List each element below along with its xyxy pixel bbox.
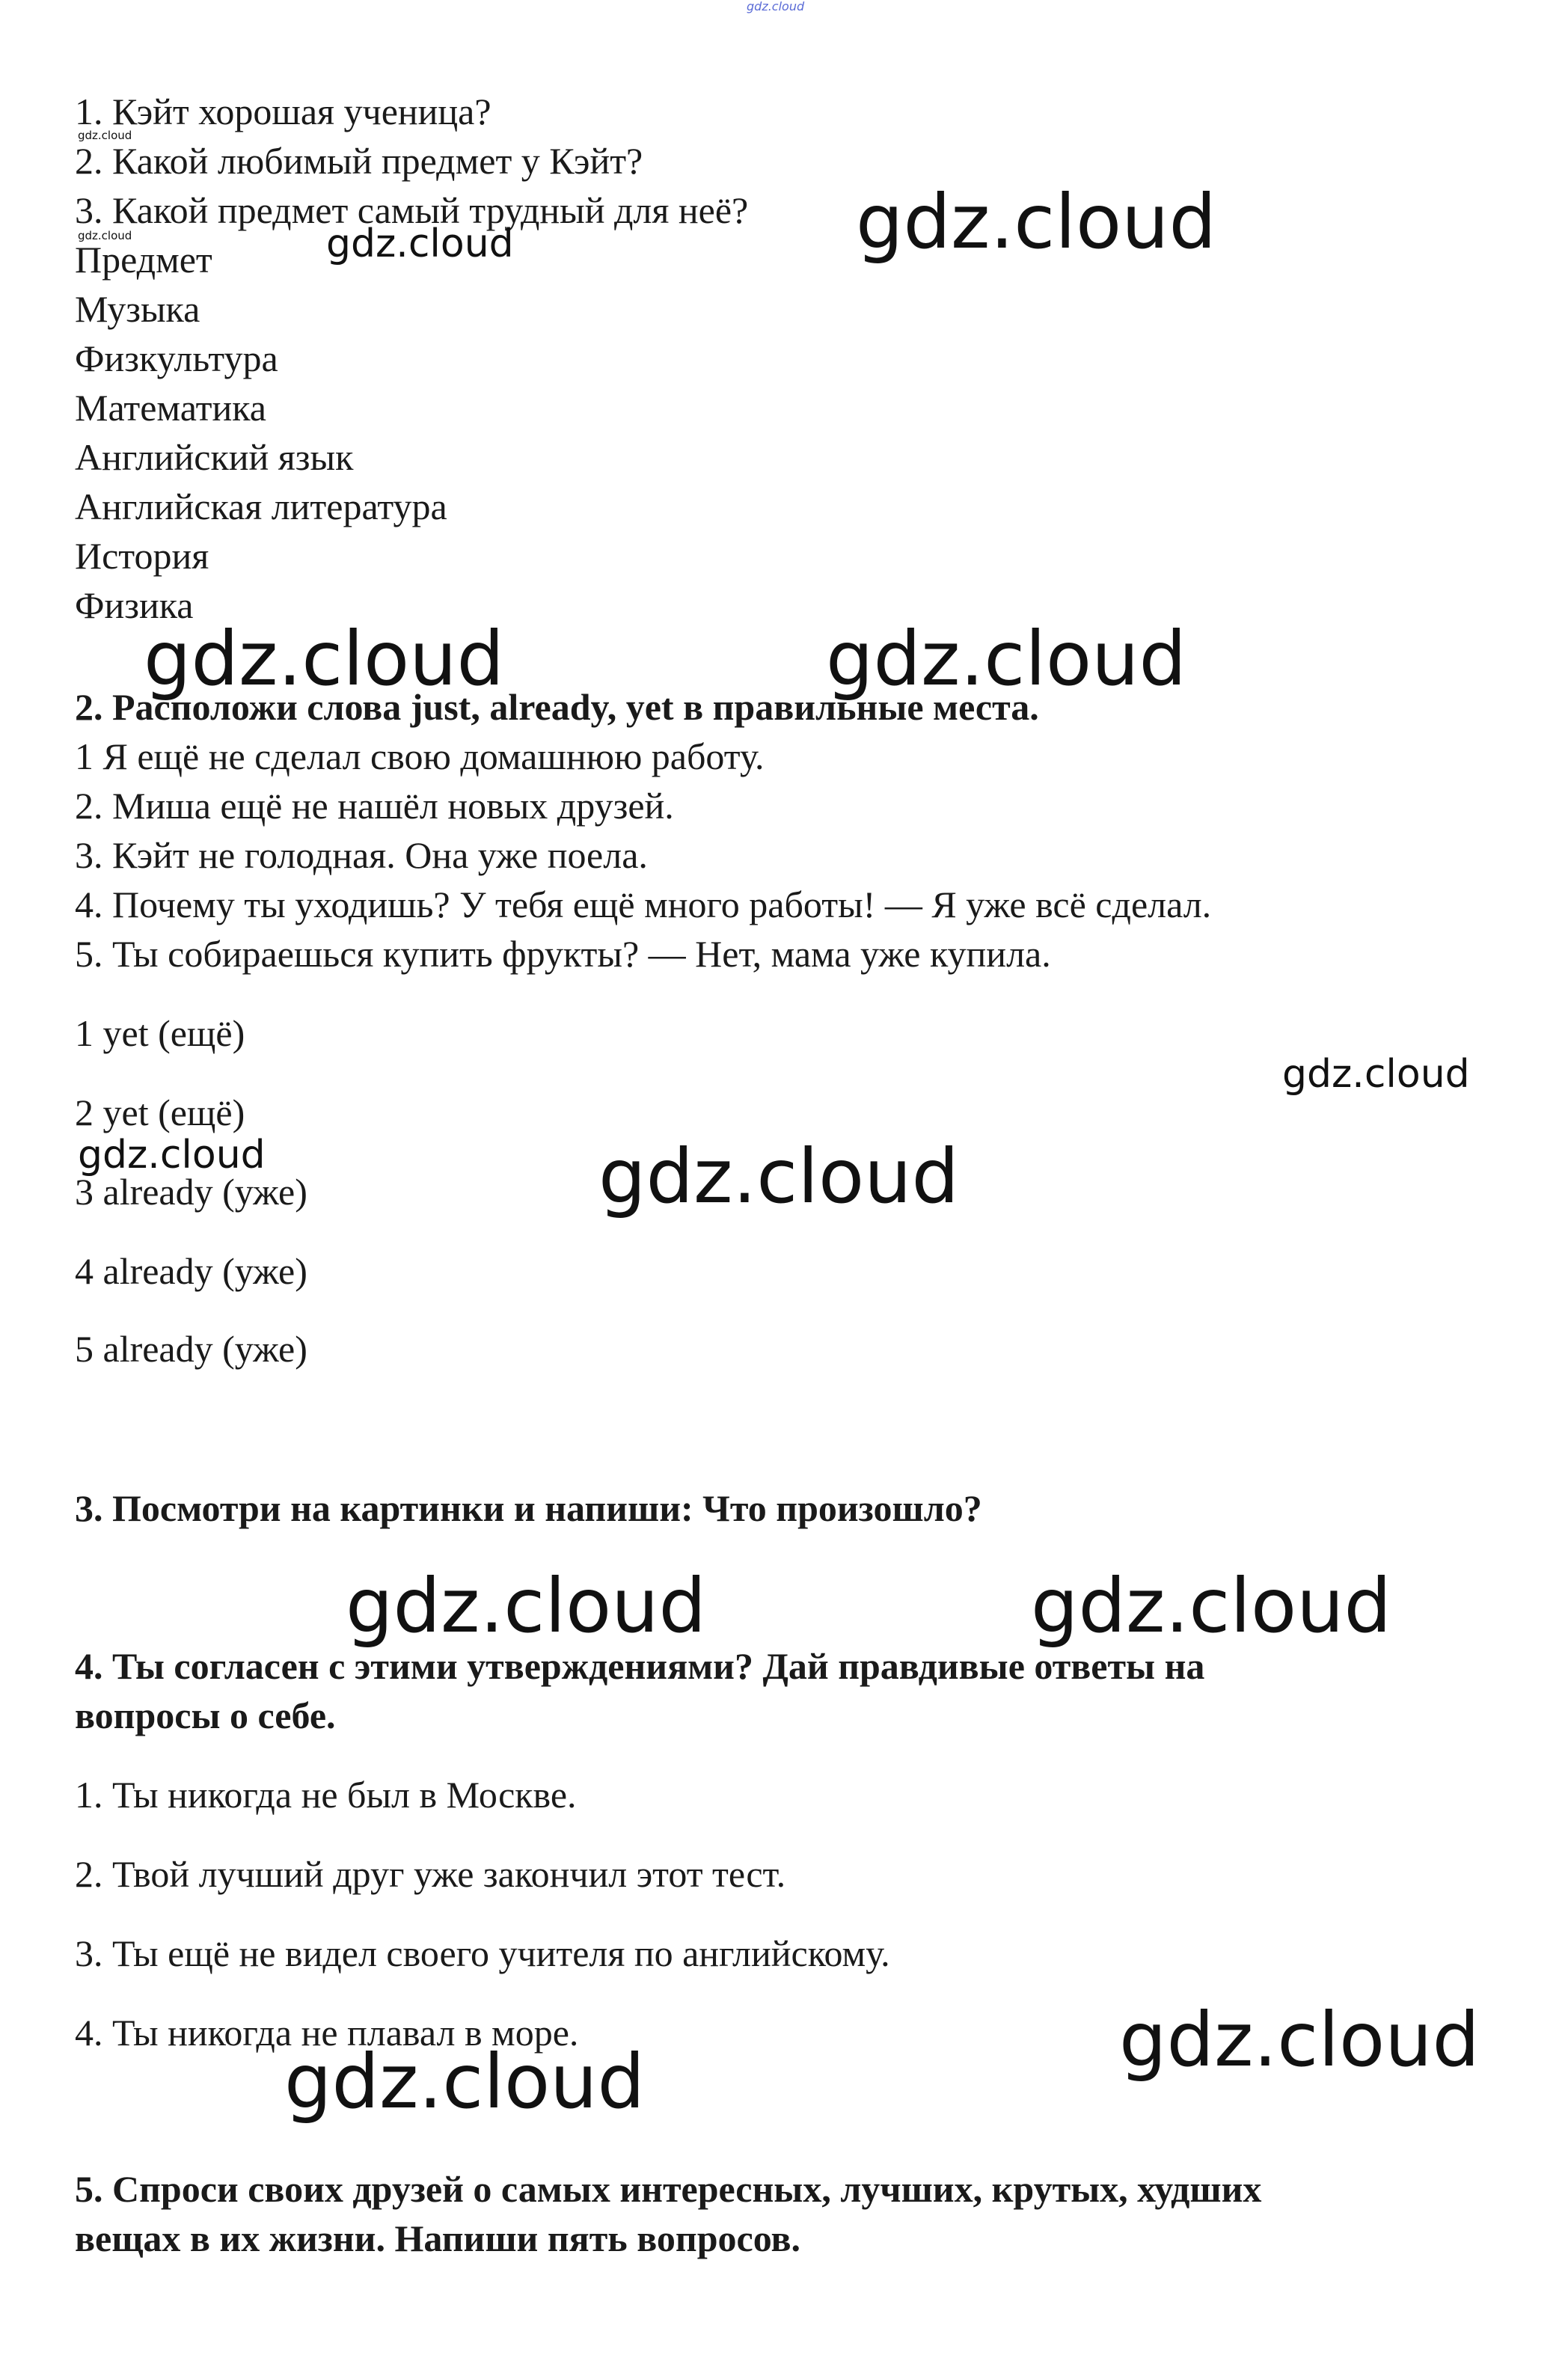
section-5-title-line2: вещах в их жизни. Напиши пять вопросов. [75,2217,800,2259]
watermark-medium: gdz.cloud [1282,1052,1470,1097]
sentence-item: 2. Миша ещё не нашёл новых друзей. [75,785,674,827]
watermark-large: gdz.cloud [598,1133,960,1220]
answer-item: 4 already (уже) [75,1250,307,1292]
watermark-large: gdz.cloud [144,615,505,702]
statement-item: 2. Твой лучший друг уже закончил этот тест. [75,1853,786,1895]
statement-item: 4. Ты никогда не плавал в море. [75,2012,579,2054]
answer-item: 5 already (уже) [75,1328,307,1370]
watermark-large: gdz.cloud [856,178,1217,266]
watermark-medium: gdz.cloud [326,221,514,266]
watermark-large: gdz.cloud [346,1562,707,1650]
watermark-large: gdz.cloud [826,615,1187,702]
section-4-title-line1: 4. Ты согласен с этими утверждениями? Дай правдивые ответы на [75,1645,1205,1687]
subject-item: Английская литература [75,486,447,527]
subject-item: Математика [75,387,266,429]
section-5-title-line1: 5. Спроси своих друзей о самых интересных, лучших, крутых, худших [75,2168,1262,2210]
subjects-header: Предмет [75,239,212,281]
sentence-item: 5. Ты собираешься купить фрукты? — Нет, мама уже купила. [75,933,1051,975]
answer-item: 2 yet (ещё) [75,1091,245,1133]
question-2: 2. Какой любимый предмет у Кэйт? [75,140,643,182]
section-2-title: 2. Расположи слова just, already, yet в правильные места. [75,686,1039,728]
subject-item: Музыка [75,288,200,330]
answer-item: 3 already (уже) [75,1171,307,1213]
watermark-large: gdz.cloud [1031,1562,1392,1650]
watermark-large: gdz.cloud [284,2038,646,2125]
section-3-title: 3. Посмотри на картинки и напиши: Что произошло? [75,1487,982,1529]
statement-item: 3. Ты ещё не видел своего учителя по английскому. [75,1932,890,1974]
sentence-item: 1 Я ещё не сделал свою домашнюю работу. [75,735,765,777]
sentence-item: 4. Почему ты уходишь? У тебя ещё много работы! — Я уже всё сделал. [75,884,1212,925]
answer-item: 1 yet (ещё) [75,1012,245,1054]
sentence-item: 3. Кэйт не голодная. Она уже поела. [75,834,648,876]
section-4-title-line2: вопросы о себе. [75,1694,336,1736]
watermark-medium: gdz.cloud [78,1133,266,1178]
question-3: 3. Какой предмет самый трудный для неё? [75,189,749,231]
statement-item: 1. Ты никогда не был в Москве. [75,1774,577,1816]
subject-item: Физика [75,584,194,626]
watermark-large: gdz.cloud [1119,1996,1480,2083]
question-1: 1. Кэйт хорошая ученица? [75,91,491,132]
watermark-tiny: gdz.cloud [78,229,132,242]
subject-item: Физкультура [75,337,278,379]
watermark-tiny: gdz.cloud [78,129,132,142]
subject-item: История [75,535,209,577]
subject-item: Английский язык [75,436,354,478]
watermark-top: gdz.cloud [747,0,805,13]
